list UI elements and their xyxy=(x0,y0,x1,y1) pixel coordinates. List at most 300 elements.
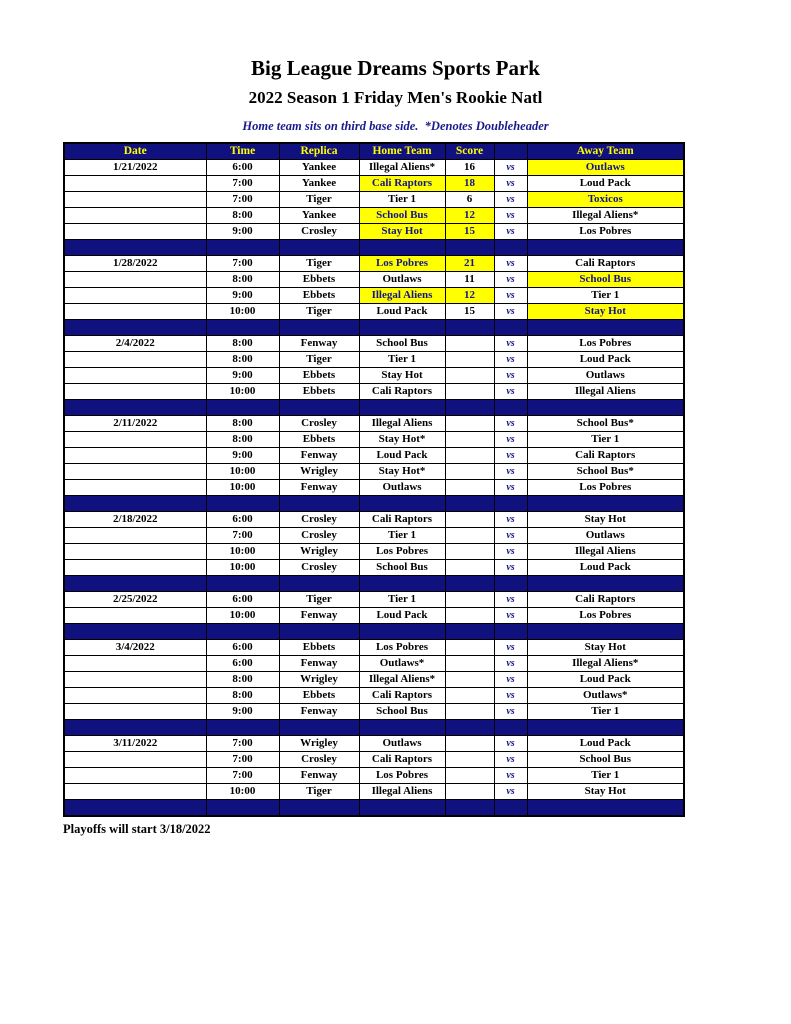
away-team-cell: Los Pobres xyxy=(527,336,684,352)
game-row xyxy=(64,256,684,272)
date-cell xyxy=(64,528,206,544)
date-cell xyxy=(64,352,206,368)
score-cell xyxy=(445,336,494,352)
date-cell xyxy=(64,544,206,560)
separator-cell xyxy=(279,624,359,640)
game-row xyxy=(64,704,684,720)
separator-cell xyxy=(206,576,279,592)
time-cell: 7:00 xyxy=(206,528,279,544)
time-cell: 9:00 xyxy=(206,368,279,384)
time-cell: 10:00 xyxy=(206,464,279,480)
game-row xyxy=(64,464,684,480)
home-team-note: Home team sits on third base side. *Denotes Doubleheader xyxy=(242,119,549,133)
separator-cell xyxy=(279,320,359,336)
time-cell: 6:00 xyxy=(206,592,279,608)
home-team-cell: Illegal Aliens xyxy=(359,416,445,432)
away-team-cell: Illegal Aliens* xyxy=(527,656,684,672)
date-cell xyxy=(64,176,206,192)
time-cell: 7:00 xyxy=(206,752,279,768)
date-cell: 3/11/2022 xyxy=(64,736,206,752)
away-team-cell: Los Pobres xyxy=(527,480,684,496)
time-cell: 6:00 xyxy=(206,640,279,656)
home-team-cell: Los Pobres xyxy=(359,640,445,656)
date-cell xyxy=(64,288,206,304)
vs-cell: vs xyxy=(494,512,527,528)
separator-cell xyxy=(359,720,445,736)
vs-cell: vs xyxy=(494,688,527,704)
game-row xyxy=(64,336,684,352)
replica-cell: Fenway xyxy=(279,608,359,624)
score-cell xyxy=(445,368,494,384)
score-cell xyxy=(445,544,494,560)
separator-cell xyxy=(527,624,684,640)
time-cell: 10:00 xyxy=(206,608,279,624)
replica-cell: Tiger xyxy=(279,784,359,800)
separator-cell xyxy=(445,576,494,592)
vs-cell: vs xyxy=(494,480,527,496)
separator-cell xyxy=(359,400,445,416)
score-cell xyxy=(445,432,494,448)
home-team-cell: School Bus xyxy=(359,336,445,352)
score-cell xyxy=(445,640,494,656)
column-header-date: Date xyxy=(64,143,206,160)
time-cell: 7:00 xyxy=(206,192,279,208)
time-cell: 6:00 xyxy=(206,160,279,176)
game-row xyxy=(64,560,684,576)
home-team-cell: Outlaws xyxy=(359,272,445,288)
separator-cell xyxy=(494,576,527,592)
score-cell: 15 xyxy=(445,304,494,320)
date-cell xyxy=(64,560,206,576)
date-cell: 1/21/2022 xyxy=(64,160,206,176)
score-cell xyxy=(445,448,494,464)
date-group-separator xyxy=(64,624,684,640)
replica-cell: Tiger xyxy=(279,192,359,208)
score-cell xyxy=(445,592,494,608)
time-cell: 8:00 xyxy=(206,432,279,448)
vs-cell: vs xyxy=(494,208,527,224)
date-group-separator xyxy=(64,240,684,256)
separator-cell xyxy=(206,240,279,256)
time-cell: 8:00 xyxy=(206,208,279,224)
separator-cell xyxy=(64,720,206,736)
replica-cell: Ebbets xyxy=(279,272,359,288)
time-cell: 8:00 xyxy=(206,336,279,352)
away-team-cell: Loud Pack xyxy=(527,672,684,688)
schedule-body xyxy=(64,160,684,816)
date-cell xyxy=(64,752,206,768)
replica-cell: Crosley xyxy=(279,528,359,544)
replica-cell: Ebbets xyxy=(279,640,359,656)
date-cell xyxy=(64,448,206,464)
game-row xyxy=(64,432,684,448)
home-team-cell: Cali Raptors xyxy=(359,688,445,704)
game-row xyxy=(64,688,684,704)
replica-cell: Tiger xyxy=(279,304,359,320)
time-cell: 10:00 xyxy=(206,304,279,320)
home-team-cell: Cali Raptors xyxy=(359,384,445,400)
separator-cell xyxy=(206,400,279,416)
away-team-cell: Los Pobres xyxy=(527,224,684,240)
time-cell: 7:00 xyxy=(206,256,279,272)
home-team-cell: Cali Raptors xyxy=(359,176,445,192)
replica-cell: Yankee xyxy=(279,176,359,192)
score-cell xyxy=(445,608,494,624)
replica-cell: Yankee xyxy=(279,208,359,224)
time-cell: 6:00 xyxy=(206,512,279,528)
game-row xyxy=(64,368,684,384)
replica-cell: Fenway xyxy=(279,448,359,464)
separator-cell xyxy=(279,800,359,816)
game-row xyxy=(64,608,684,624)
home-team-cell: Stay Hot xyxy=(359,368,445,384)
date-cell xyxy=(64,192,206,208)
date-cell: 2/25/2022 xyxy=(64,592,206,608)
separator-cell xyxy=(359,240,445,256)
date-cell xyxy=(64,384,206,400)
date-cell: 3/4/2022 xyxy=(64,640,206,656)
vs-cell: vs xyxy=(494,704,527,720)
vs-cell: vs xyxy=(494,176,527,192)
home-team-cell: Stay Hot* xyxy=(359,464,445,480)
replica-cell: Crosley xyxy=(279,512,359,528)
score-cell xyxy=(445,560,494,576)
date-cell: 1/28/2022 xyxy=(64,256,206,272)
separator-cell xyxy=(64,576,206,592)
away-team-cell: Stay Hot xyxy=(527,784,684,800)
home-team-cell: Los Pobres xyxy=(359,256,445,272)
separator-cell xyxy=(279,720,359,736)
game-row xyxy=(64,784,684,800)
game-row xyxy=(64,528,684,544)
away-team-cell: Illegal Aliens xyxy=(527,544,684,560)
time-cell: 8:00 xyxy=(206,272,279,288)
separator-cell xyxy=(64,624,206,640)
separator-cell xyxy=(64,496,206,512)
replica-cell: Ebbets xyxy=(279,688,359,704)
game-row xyxy=(64,672,684,688)
score-cell xyxy=(445,512,494,528)
separator-cell xyxy=(527,320,684,336)
vs-cell: vs xyxy=(494,224,527,240)
separator-cell xyxy=(206,624,279,640)
away-team-cell: Outlaws xyxy=(527,368,684,384)
score-cell xyxy=(445,656,494,672)
home-team-cell: School Bus xyxy=(359,704,445,720)
away-team-cell: Outlaws* xyxy=(527,688,684,704)
replica-cell: Ebbets xyxy=(279,288,359,304)
column-header-time: Time xyxy=(206,143,279,160)
score-cell: 6 xyxy=(445,192,494,208)
separator-cell xyxy=(359,624,445,640)
away-team-cell: School Bus* xyxy=(527,464,684,480)
vs-cell: vs xyxy=(494,544,527,560)
home-team-cell: Loud Pack xyxy=(359,304,445,320)
home-team-cell: Outlaws xyxy=(359,736,445,752)
separator-cell xyxy=(279,240,359,256)
separator-cell xyxy=(445,800,494,816)
score-cell xyxy=(445,672,494,688)
separator-cell xyxy=(206,800,279,816)
score-cell xyxy=(445,704,494,720)
game-row xyxy=(64,224,684,240)
date-cell xyxy=(64,304,206,320)
date-group-separator xyxy=(64,800,684,816)
away-team-cell: Cali Raptors xyxy=(527,448,684,464)
separator-cell xyxy=(64,400,206,416)
game-row xyxy=(64,544,684,560)
date-cell: 2/18/2022 xyxy=(64,512,206,528)
separator-cell xyxy=(527,720,684,736)
separator-cell xyxy=(494,800,527,816)
time-cell: 7:00 xyxy=(206,736,279,752)
home-team-cell: Loud Pack xyxy=(359,608,445,624)
game-row xyxy=(64,384,684,400)
away-team-cell: Stay Hot xyxy=(527,304,684,320)
playoffs-note: Playoffs will start 3/18/2022 xyxy=(63,821,211,836)
home-team-cell: Tier 1 xyxy=(359,592,445,608)
away-team-cell: Tier 1 xyxy=(527,432,684,448)
separator-cell xyxy=(527,800,684,816)
time-cell: 9:00 xyxy=(206,288,279,304)
replica-cell: Ebbets xyxy=(279,368,359,384)
separator-cell xyxy=(445,240,494,256)
away-team-cell: Outlaws xyxy=(527,160,684,176)
home-team-cell: Illegal Aliens* xyxy=(359,672,445,688)
home-team-cell: Illegal Aliens xyxy=(359,784,445,800)
home-team-cell: Cali Raptors xyxy=(359,512,445,528)
separator-cell xyxy=(359,496,445,512)
home-team-cell: Tier 1 xyxy=(359,352,445,368)
home-team-cell: Tier 1 xyxy=(359,192,445,208)
date-cell xyxy=(64,464,206,480)
game-row xyxy=(64,176,684,192)
replica-cell: Ebbets xyxy=(279,432,359,448)
home-team-cell: Illegal Aliens* xyxy=(359,160,445,176)
vs-cell: vs xyxy=(494,432,527,448)
time-cell: 10:00 xyxy=(206,480,279,496)
date-cell xyxy=(64,480,206,496)
separator-cell xyxy=(494,400,527,416)
replica-cell: Crosley xyxy=(279,752,359,768)
away-team-cell: Stay Hot xyxy=(527,640,684,656)
time-cell: 8:00 xyxy=(206,688,279,704)
score-cell xyxy=(445,384,494,400)
home-team-cell: Los Pobres xyxy=(359,768,445,784)
separator-cell xyxy=(279,576,359,592)
date-cell xyxy=(64,688,206,704)
score-cell: 18 xyxy=(445,176,494,192)
replica-cell: Crosley xyxy=(279,416,359,432)
date-cell xyxy=(64,768,206,784)
game-row xyxy=(64,736,684,752)
score-cell xyxy=(445,352,494,368)
separator-cell xyxy=(494,720,527,736)
game-row xyxy=(64,208,684,224)
date-cell xyxy=(64,368,206,384)
separator-cell xyxy=(527,400,684,416)
replica-cell: Crosley xyxy=(279,560,359,576)
home-team-cell: Cali Raptors xyxy=(359,752,445,768)
score-cell xyxy=(445,768,494,784)
away-team-cell: Cali Raptors xyxy=(527,592,684,608)
vs-cell: vs xyxy=(494,448,527,464)
home-team-cell: School Bus xyxy=(359,560,445,576)
time-cell: 9:00 xyxy=(206,224,279,240)
separator-cell xyxy=(64,320,206,336)
vs-cell: vs xyxy=(494,336,527,352)
game-row xyxy=(64,656,684,672)
replica-cell: Crosley xyxy=(279,224,359,240)
time-cell: 8:00 xyxy=(206,352,279,368)
home-team-cell: Outlaws xyxy=(359,480,445,496)
score-cell xyxy=(445,528,494,544)
separator-cell xyxy=(445,496,494,512)
vs-cell: vs xyxy=(494,304,527,320)
separator-cell xyxy=(206,720,279,736)
vs-cell: vs xyxy=(494,256,527,272)
away-team-cell: School Bus xyxy=(527,272,684,288)
home-team-cell: Stay Hot* xyxy=(359,432,445,448)
game-row xyxy=(64,304,684,320)
column-header-away-team: Away Team xyxy=(527,143,684,160)
score-cell xyxy=(445,688,494,704)
date-cell: 2/11/2022 xyxy=(64,416,206,432)
vs-cell: vs xyxy=(494,656,527,672)
date-cell xyxy=(64,272,206,288)
separator-cell xyxy=(527,240,684,256)
home-team-cell: School Bus xyxy=(359,208,445,224)
schedule-table xyxy=(63,142,685,817)
vs-cell: vs xyxy=(494,736,527,752)
vs-cell: vs xyxy=(494,752,527,768)
away-team-cell: School Bus* xyxy=(527,416,684,432)
away-team-cell: Los Pobres xyxy=(527,608,684,624)
score-cell: 11 xyxy=(445,272,494,288)
replica-cell: Fenway xyxy=(279,768,359,784)
column-header-score: Score xyxy=(445,143,494,160)
home-team-cell: Tier 1 xyxy=(359,528,445,544)
away-team-cell: Stay Hot xyxy=(527,512,684,528)
home-team-cell: Stay Hot xyxy=(359,224,445,240)
vs-cell: vs xyxy=(494,528,527,544)
replica-cell: Wrigley xyxy=(279,464,359,480)
away-team-cell: Tier 1 xyxy=(527,288,684,304)
game-row xyxy=(64,640,684,656)
home-team-cell: Los Pobres xyxy=(359,544,445,560)
replica-cell: Fenway xyxy=(279,656,359,672)
home-team-cell: Loud Pack xyxy=(359,448,445,464)
date-cell xyxy=(64,224,206,240)
separator-cell xyxy=(494,496,527,512)
replica-cell: Wrigley xyxy=(279,736,359,752)
time-cell: 10:00 xyxy=(206,560,279,576)
score-cell xyxy=(445,784,494,800)
away-team-cell: Tier 1 xyxy=(527,704,684,720)
away-team-cell: Loud Pack xyxy=(527,560,684,576)
game-row xyxy=(64,752,684,768)
date-cell xyxy=(64,672,206,688)
separator-cell xyxy=(494,320,527,336)
date-group-separator xyxy=(64,496,684,512)
column-header-replica: Replica xyxy=(279,143,359,160)
replica-cell: Ebbets xyxy=(279,384,359,400)
score-cell xyxy=(445,416,494,432)
away-team-cell: Illegal Aliens xyxy=(527,384,684,400)
away-team-cell: Tier 1 xyxy=(527,768,684,784)
score-cell: 16 xyxy=(445,160,494,176)
separator-cell xyxy=(279,400,359,416)
score-cell: 12 xyxy=(445,288,494,304)
vs-cell: vs xyxy=(494,672,527,688)
game-row xyxy=(64,192,684,208)
vs-cell: vs xyxy=(494,192,527,208)
game-row xyxy=(64,352,684,368)
separator-cell xyxy=(279,496,359,512)
date-cell xyxy=(64,608,206,624)
vs-cell: vs xyxy=(494,784,527,800)
score-cell xyxy=(445,480,494,496)
home-team-cell: Outlaws* xyxy=(359,656,445,672)
game-row xyxy=(64,272,684,288)
time-cell: 9:00 xyxy=(206,448,279,464)
score-cell xyxy=(445,736,494,752)
date-group-separator xyxy=(64,576,684,592)
date-cell xyxy=(64,704,206,720)
separator-cell xyxy=(445,720,494,736)
away-team-cell: Illegal Aliens* xyxy=(527,208,684,224)
separator-cell xyxy=(359,576,445,592)
column-header-home-team: Home Team xyxy=(359,143,445,160)
time-cell: 10:00 xyxy=(206,784,279,800)
replica-cell: Yankee xyxy=(279,160,359,176)
vs-cell: vs xyxy=(494,464,527,480)
column-header-vs xyxy=(494,143,527,160)
time-cell: 7:00 xyxy=(206,768,279,784)
time-cell: 6:00 xyxy=(206,656,279,672)
page-title: Big League Dreams Sports Park xyxy=(251,56,540,80)
score-cell: 15 xyxy=(445,224,494,240)
date-cell xyxy=(64,208,206,224)
time-cell: 7:00 xyxy=(206,176,279,192)
time-cell: 8:00 xyxy=(206,672,279,688)
separator-cell xyxy=(64,800,206,816)
away-team-cell: Toxicos xyxy=(527,192,684,208)
replica-cell: Wrigley xyxy=(279,672,359,688)
date-group-separator xyxy=(64,400,684,416)
replica-cell: Fenway xyxy=(279,480,359,496)
away-team-cell: Outlaws xyxy=(527,528,684,544)
vs-cell: vs xyxy=(494,640,527,656)
time-cell: 10:00 xyxy=(206,544,279,560)
vs-cell: vs xyxy=(494,272,527,288)
separator-cell xyxy=(494,240,527,256)
date-cell: 2/4/2022 xyxy=(64,336,206,352)
away-team-cell: School Bus xyxy=(527,752,684,768)
score-cell xyxy=(445,464,494,480)
page-subtitle: 2022 Season 1 Friday Men's Rookie Natl xyxy=(248,88,543,107)
game-row xyxy=(64,288,684,304)
score-cell: 12 xyxy=(445,208,494,224)
separator-cell xyxy=(359,800,445,816)
separator-cell xyxy=(64,240,206,256)
separator-cell xyxy=(527,496,684,512)
separator-cell xyxy=(445,624,494,640)
separator-cell xyxy=(527,576,684,592)
time-cell: 10:00 xyxy=(206,384,279,400)
date-cell xyxy=(64,784,206,800)
vs-cell: vs xyxy=(494,288,527,304)
